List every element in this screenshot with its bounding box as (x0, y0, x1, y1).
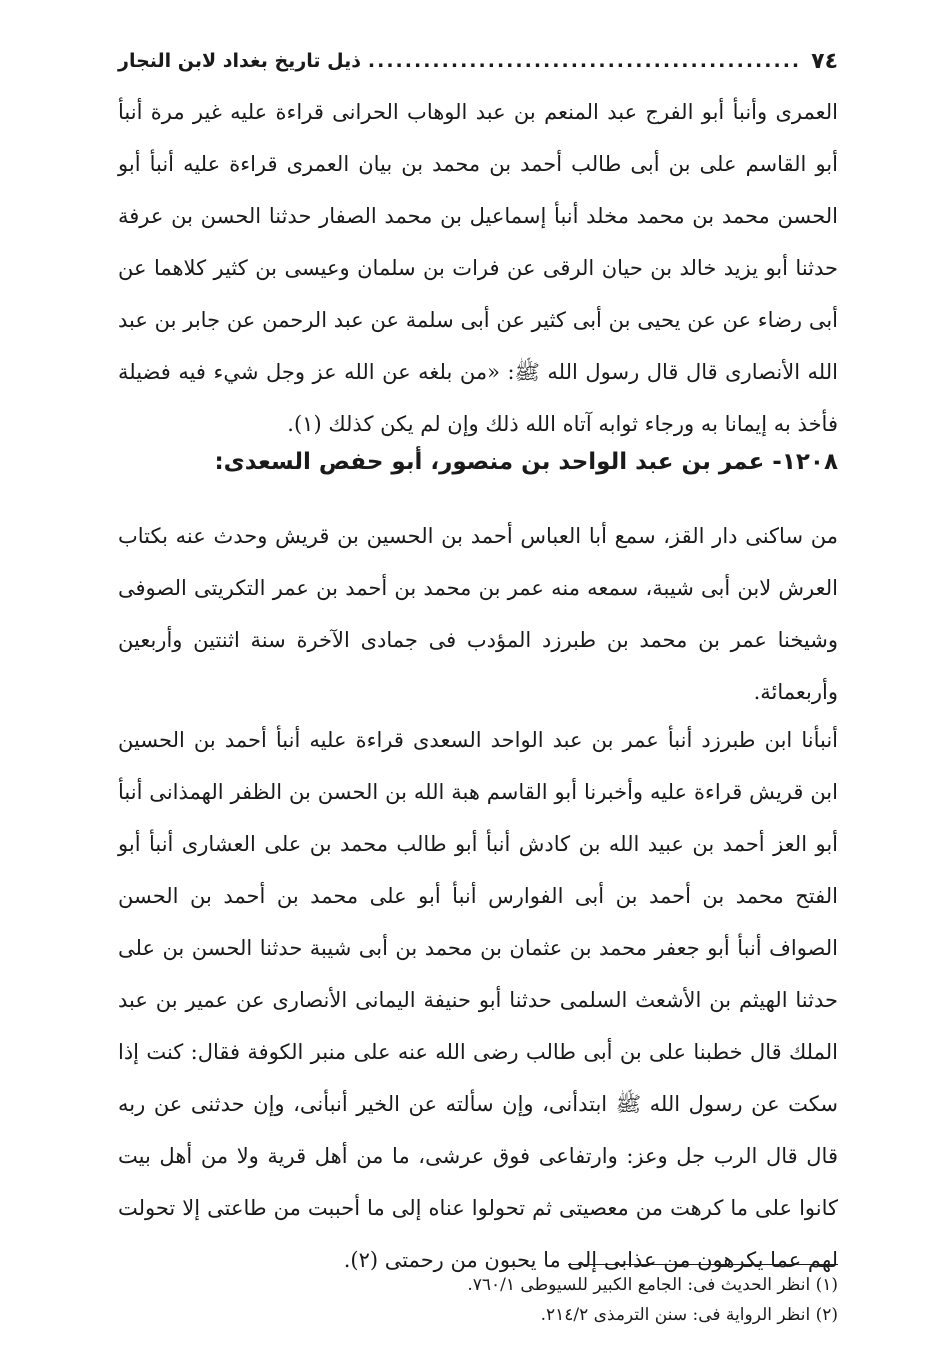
page-number: ٧٤ (811, 48, 838, 74)
dot-leader (365, 50, 801, 72)
footnote-2: (٢) انظر الرواية فى: سنن الترمذى ٢١٤/٢. (540, 1305, 838, 1325)
entry-heading: ١٢٠٨- عمر بن عبد الواحد بن منصور، أبو حفص السعدى: (214, 449, 838, 475)
paragraph-hadith: أنبأنا ابن طبرزد أنبأ عمر بن عبد الواحد السعدى قراءة عليه أنبأ أحمد بن الحسين ابن قريش قراءة عليه وأخبرنا أبو القاسم هبة الله بن الحسن بن الظفر الهمذانى أنبأ أبو العز أحمد بن عبيد الله بن كادش أنبأ أبو طالب محمد بن على العشارى أنبأ أبو الفتح محمد بن أحمد بن أبى الفوارس أنبأ أبو على محمد بن أحمد بن الحسن الصواف أنبأ أبو جعفر محمد بن عثمان بن محمد بن أبى شيبة حدثنا الحسن بن على حدثنا الهيثم بن الأشعث السلمى حدثنا أبو حنيفة اليمانى الأنصارى عن عمير بن عبد الملك قال خطبنا على بن أبى طالب رضى الله عنه على منبر الكوفة فقال: كنت إذا سكت عن رسول الله ﷺ ابتدأنى، وإن سألته عن الخير أنبأنى، وإن حدثنى عن ربه قال قال الرب جل وعز: وارتفاعى فوق عرشى، ما من أهل قرية ولا من أهل بيت كانوا على ما كرهت من معصيتى ثم تحولوا عناه إلى ما أحببت من طاعتى إلا تحولت لهم عما يكرهون من عذابى إلى ما يحبون من رحمتى (٢). (118, 728, 838, 1272)
footnotes (118, 1270, 838, 1330)
footnote-1: (١) انظر الحديث فى: الجامع الكبير للسيوطى ٧٦٠/١. (467, 1275, 838, 1295)
footnote-divider (568, 1264, 838, 1265)
paragraph-isnad-continuation: العمرى وأنبأ أبو الفرج عبد المنعم بن عبد الوهاب الحرانى قراءة عليه غير مرة أنبأ أبو القاسم على بن أبى طالب أحمد بن محمد بن بيان العمرى قراءة عليه أنبأ أبو الحسن محمد بن محمد مخلد أنبأ إسماعيل بن محمد الصفار حدثنا الحسن بن عرفة حدثنا أبو يزيد خالد بن حيان الرقى عن فرات بن سلمان وعيسى بن كثير كلاهما عن أبى رضاء عن عن يحيى بن أبى كثير عن أبى سلمة عن عبد الرحمن عن جابر بن عبد الله الأنصارى قال قال رسول الله ﷺ: «من بلغه عن الله عز وجل شيء فيه فضيلة فأخذ به إيمانا به ورجاء ثوابه آتاه الله ذلك وإن لم يكن كذلك (١). (118, 100, 838, 436)
paragraph-biography: من ساكنى دار القز، سمع أبا العباس أحمد بن الحسين بن قريش وحدث عنه بكتاب العرش لابن أبى شيبة، سمعه منه عمر بن محمد بن أحمد بن عمر التكريتى الصوفى وشيخنا عمر بن محمد بن طبرزد المؤدب فى جمادى الآخرة سنة اثنتين وأربعين وأربعمائة. (118, 524, 838, 704)
book-title: ذيل تاريخ بغداد لابن النجار (118, 50, 361, 72)
running-head (118, 44, 838, 78)
